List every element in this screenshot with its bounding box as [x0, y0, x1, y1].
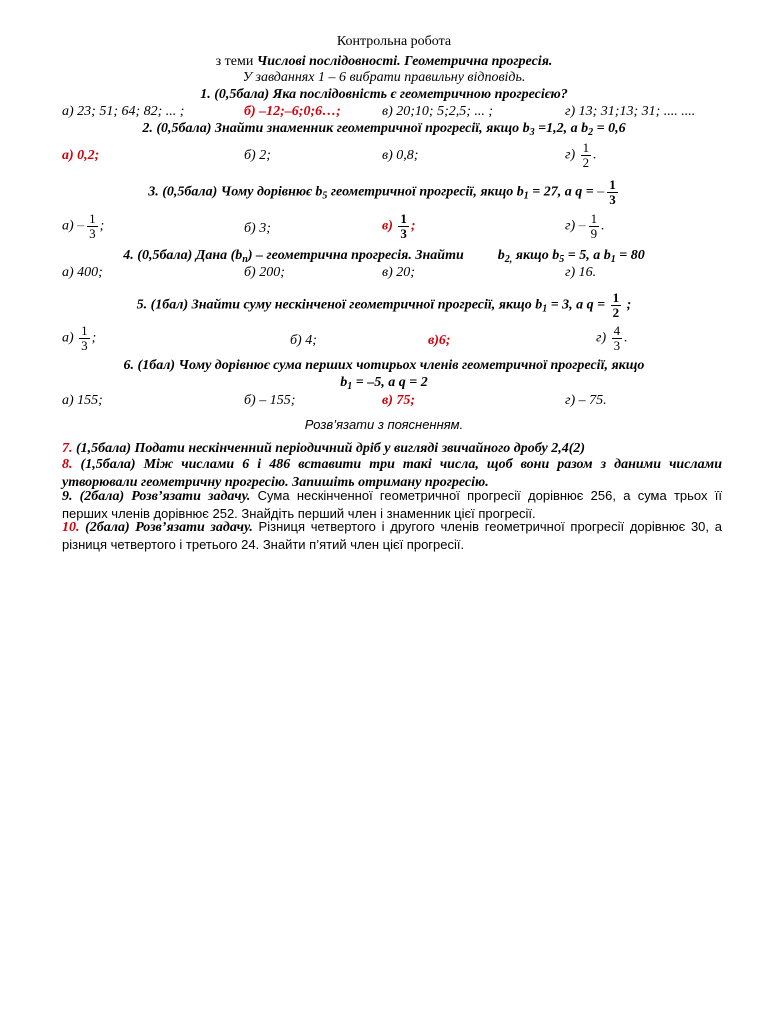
- q2-option-d-fraction: [581, 141, 592, 169]
- topic-title: Числові послідовності. Геометрична прогресія.: [256, 54, 553, 69]
- q3-option-c: [382, 212, 416, 240]
- question-4-options: [0, 265, 768, 285]
- fraction-denominator: 2: [582, 154, 590, 170]
- q6-text-after: = –5, а q = 2: [352, 375, 428, 390]
- q3-option-c-tail: ;: [410, 218, 416, 234]
- q2-option-d-label: г): [565, 147, 576, 163]
- q2-text-after: = 0,6: [593, 121, 626, 136]
- question-4: [0, 248, 768, 266]
- question-6: 6. (1бал) Чому дорівнює сума перших чотирьох членів геометричної прогресії, якщо: [123, 358, 645, 373]
- q3-option-a-fraction: [87, 212, 98, 240]
- q10-number: 10.: [62, 520, 80, 535]
- q3-option-a: [62, 212, 104, 240]
- q1-option-a: а) 23; 51; 64; 82; ... ;: [62, 104, 185, 119]
- q5-option-a-fraction: [79, 324, 90, 352]
- q3-option-d: [565, 212, 605, 240]
- q3-option-b: б) 3;: [244, 221, 271, 236]
- question-5-options: [0, 324, 768, 356]
- q2-option-a: а) 0,2;: [62, 148, 100, 163]
- q4-option-d: г) 16.: [565, 265, 597, 280]
- q5-option-d: [596, 324, 628, 352]
- q1-option-c: в) 20;10; 5;2,5; ... ;: [382, 104, 494, 119]
- q3-option-d-fraction: [589, 212, 600, 240]
- q5-option-a: [62, 324, 96, 352]
- question-10: [62, 519, 722, 552]
- question-5: [0, 291, 768, 319]
- q3-option-d-label: г): [565, 218, 576, 234]
- q4-text-after: = 80: [615, 248, 645, 263]
- q4-text-mid: ) – геометрична прогресія. Знайти: [247, 248, 464, 263]
- q1-option-d: г) 13; 31;13; 31; .... ....: [565, 104, 696, 119]
- fraction-numerator: 1: [81, 323, 88, 338]
- q4-text: 4. (0,5бала) Дана (b: [123, 248, 243, 263]
- q5-text-after: ;: [623, 297, 632, 313]
- fraction-numerator: 1: [612, 290, 620, 305]
- q3-option-d-sign: –: [578, 218, 586, 234]
- q3-option-c-label: в): [382, 218, 393, 234]
- fraction-denominator: 9: [590, 225, 598, 241]
- q9-text: Сума нескінченної геометричної прогресії дорівнює 256, а сума трьох її перших членів дорівнює 252. Знайдіть перший член і знаменник цієї прогресії.: [62, 488, 722, 521]
- q6-option-a: а) 155;: [62, 393, 103, 408]
- q3-option-a-sign: –: [77, 218, 85, 234]
- fraction-numerator: 1: [400, 211, 407, 226]
- fraction-numerator: 1: [89, 211, 96, 226]
- fraction-denominator: 3: [609, 191, 616, 207]
- q4-text-b: b: [497, 248, 505, 263]
- q5-option-b: б) 4;: [290, 333, 317, 348]
- fraction-numerator: 1: [609, 177, 616, 192]
- q3-sub: 1: [523, 190, 529, 202]
- q3-q-fraction: [607, 178, 618, 206]
- q4-text-mid: = 5, а b: [564, 248, 611, 263]
- fraction-denominator: 3: [81, 337, 88, 353]
- instruction: У завданнях 1 – 6 вибрати правильну відповідь.: [242, 70, 526, 85]
- q3-option-d-tail: .: [601, 218, 605, 234]
- q3-option-a-label: а): [62, 218, 74, 234]
- question-6-condition: [0, 375, 768, 393]
- q4-option-c: в) 20;: [382, 265, 415, 280]
- q2-text: 2. (0,5бала) Знайти знаменник геометричної прогресії, якщо b: [142, 121, 530, 136]
- question-9: [62, 488, 722, 521]
- q7-text: (1,5бала) Подати нескінченний періодичний дріб у вигляді звичайного дробу 2,4(2): [72, 441, 586, 456]
- q3-sub: 5: [322, 190, 328, 202]
- question-3-options: [0, 212, 768, 244]
- q4-sub: 5: [559, 254, 565, 265]
- q2-option-c: в) 0,8;: [382, 148, 419, 163]
- q2-option-d: [565, 141, 597, 169]
- fraction-numerator: 1: [590, 211, 598, 226]
- fraction-denominator: 3: [400, 225, 407, 241]
- q3-q-sign: –: [597, 184, 605, 200]
- q2-option-d-tail: .: [593, 147, 597, 163]
- topic-prefix: з теми: [215, 54, 257, 69]
- fraction-numerator: 1: [582, 140, 590, 155]
- q4-option-a: а) 400;: [62, 265, 103, 280]
- question-8: [62, 456, 722, 492]
- q5-option-d-label: г): [596, 330, 607, 346]
- q2-text-mid: =1,2, а b: [534, 121, 589, 136]
- q2-sub: 2: [588, 127, 594, 138]
- q6-text: b: [340, 375, 348, 390]
- q4-option-b: б) 200;: [244, 265, 285, 280]
- q4-text-mid: якщо b: [512, 248, 560, 263]
- q5-text-mid: = 3, а q =: [547, 297, 609, 313]
- q6-option-c: в) 75;: [382, 393, 416, 408]
- q10-text: Різниця четвертого і другого членів геометричної прогресії дорівнює 30, а різниця четвертого і третього 24. Знайти п’ятий член цієї прогресії.: [62, 519, 722, 552]
- question-2-options: [0, 140, 768, 176]
- fraction-denominator: 3: [89, 225, 96, 241]
- q7-number: 7.: [62, 441, 73, 456]
- q5-option-a-label: а): [62, 330, 74, 346]
- q4-sub: 1: [610, 254, 616, 265]
- fraction-denominator: 2: [612, 304, 620, 320]
- q3-text: 3. (0,5бала) Чому дорівнює b: [148, 184, 323, 200]
- q8-number: 8.: [62, 457, 73, 472]
- q6-option-b: б) – 155;: [244, 393, 296, 408]
- q5-sub: 1: [542, 303, 548, 315]
- question-6-options: [0, 393, 768, 413]
- page-title: Контрольна робота: [336, 34, 452, 49]
- q4-sub: 2,: [504, 254, 513, 265]
- fraction-denominator: 3: [613, 337, 621, 353]
- section-2-heading: Розв’язати з поясненням.: [304, 417, 464, 432]
- q4-sub: n: [242, 254, 248, 265]
- q2-option-b: б) 2;: [244, 148, 271, 163]
- question-3: [0, 178, 768, 206]
- q6-sub: 1: [347, 381, 353, 392]
- question-1: 1. (0,5бала) Яка послідовність є геометричною прогресією?: [200, 87, 568, 102]
- q5-option-d-fraction: [612, 324, 623, 352]
- q3-text-after: = 27, а q =: [528, 184, 598, 200]
- q9-lead: 9. (2бала) Розв’язати задачу.: [62, 489, 251, 504]
- q2-sub: 3: [529, 127, 535, 138]
- q5-option-c: в)6;: [428, 333, 451, 348]
- q6-option-d: г) – 75.: [565, 393, 607, 408]
- q8-text: (1,5бала) Між числами 6 і 486 вставити три такі числа, щоб вони разом з даними числами утворювали геометричну прогресію. Запишіть отриману прогресію.: [62, 457, 722, 490]
- q5-option-d-tail: .: [624, 330, 628, 346]
- q1-option-b: б) –12;–6;0;6…;: [244, 104, 341, 119]
- q5-q-fraction: [611, 291, 622, 319]
- fraction-numerator: 4: [613, 323, 621, 338]
- q5-option-a-tail: ;: [91, 330, 97, 346]
- q3-option-a-tail: ;: [99, 218, 105, 234]
- q10-lead: (2бала) Розв’язати задачу.: [79, 520, 253, 535]
- q5-text: 5. (1бал) Знайти суму нескінченої геометричної прогресії, якщо b: [136, 297, 543, 313]
- question-2: [0, 121, 768, 139]
- q3-option-c-fraction: [398, 212, 409, 240]
- topic-line: [0, 54, 768, 70]
- q3-text-mid: геометричної прогресії, якщо b: [327, 184, 524, 200]
